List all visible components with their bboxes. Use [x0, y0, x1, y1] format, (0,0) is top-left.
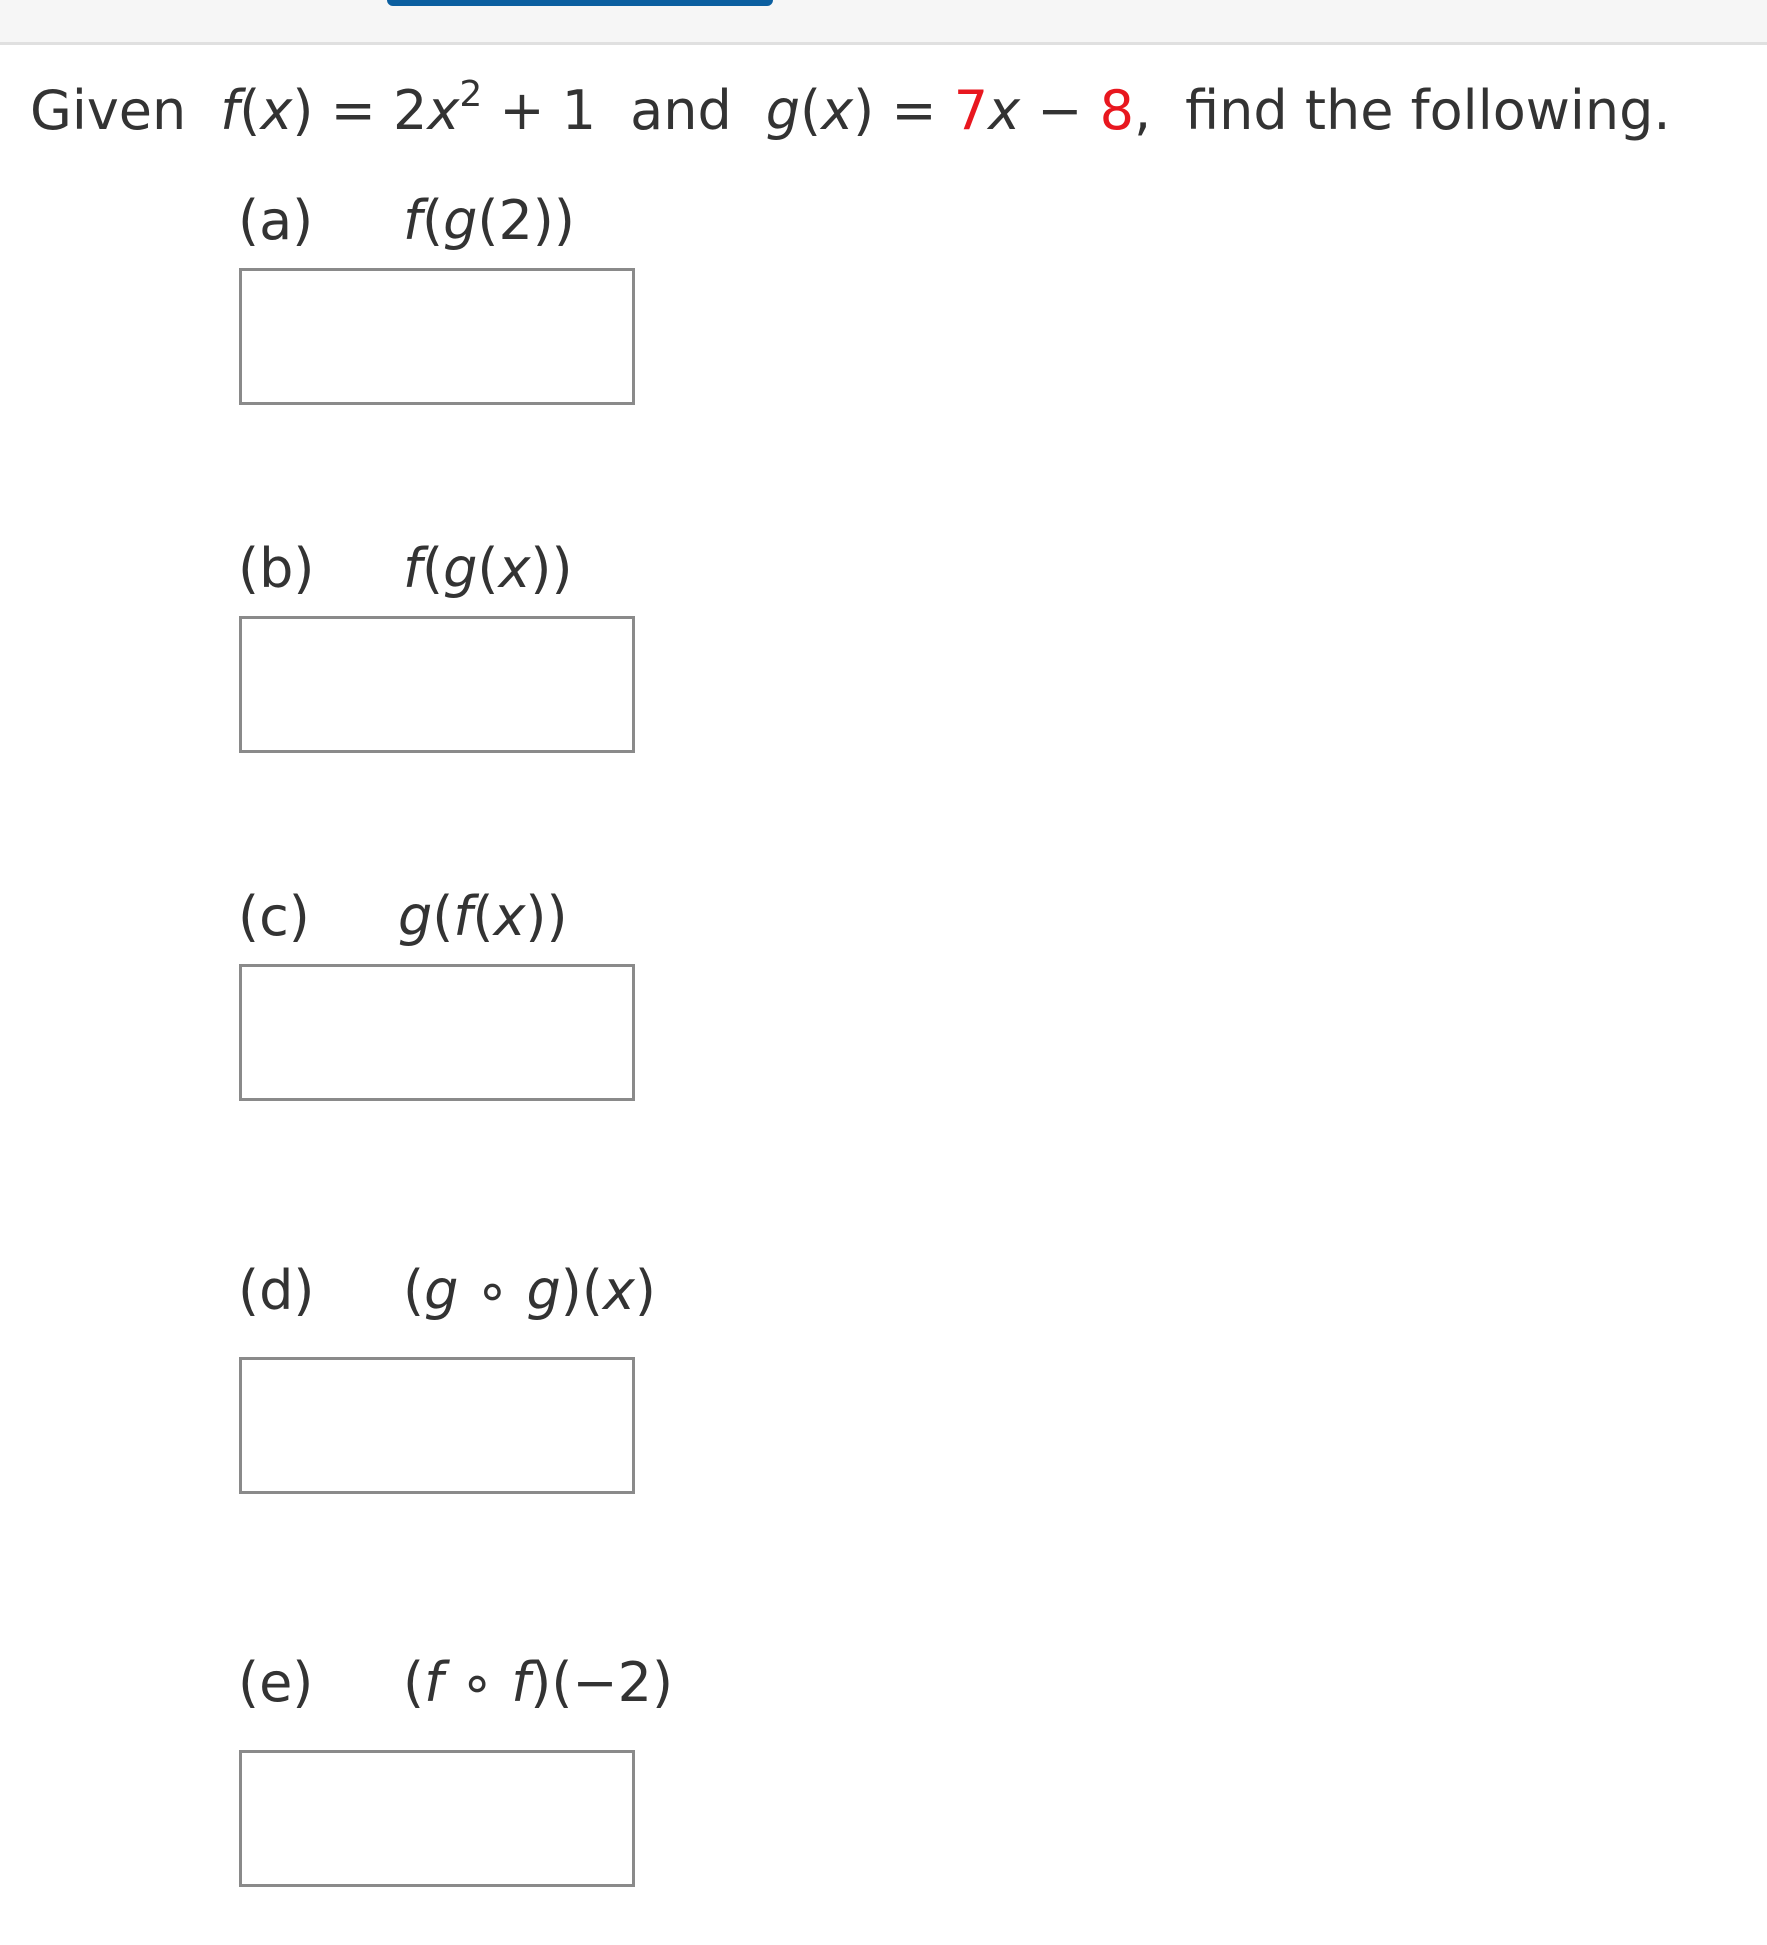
part-a-label: [238, 186, 575, 256]
part-d-compose-operator: ∘: [458, 1259, 527, 1322]
g-argument: (x): [800, 79, 875, 142]
and-word: and: [630, 79, 732, 142]
f-constant-term: + 1: [482, 79, 597, 142]
g-x-variable: x: [988, 79, 1021, 142]
part-e-answer-input[interactable]: [239, 1750, 635, 1887]
part-d-answer-input[interactable]: [239, 1357, 635, 1494]
part-c-expr-end: )): [525, 885, 568, 948]
part-e-close: )(−2): [530, 1651, 674, 1714]
f-exponent: 2: [459, 74, 483, 115]
part-e-open: (: [403, 1651, 425, 1714]
part-a-expr-open: (: [422, 189, 444, 252]
g-equals: =: [874, 79, 954, 142]
part-e-f1: f: [424, 1651, 444, 1714]
part-e-label: [238, 1648, 673, 1718]
top-strip: [0, 0, 1767, 45]
part-a-letter: (a): [238, 189, 314, 252]
part-b-answer-input[interactable]: [239, 616, 635, 753]
part-d-g2: g: [526, 1259, 561, 1322]
part-d-g1: g: [424, 1259, 459, 1322]
active-tab-indicator[interactable]: [387, 0, 773, 6]
part-b-expr-mid: (: [477, 537, 499, 600]
part-a-answer-input[interactable]: [239, 268, 635, 405]
part-e-compose-operator: ∘: [443, 1651, 512, 1714]
g-function-name: g: [765, 79, 801, 142]
comma: ,: [1134, 79, 1152, 142]
part-b-expr-end: )): [530, 537, 573, 600]
part-b-expr-f: f: [403, 537, 423, 600]
part-c-expr-f: f: [453, 885, 473, 948]
part-c-expr-x: x: [493, 885, 526, 948]
f-argument: (x): [239, 79, 314, 142]
part-e-f2: f: [511, 1651, 531, 1714]
part-d-open: (: [403, 1259, 425, 1322]
g-constant: 8: [1099, 79, 1134, 142]
part-d-letter: (d): [238, 1259, 315, 1322]
part-c-label: [238, 882, 568, 952]
part-b-label: [238, 534, 573, 604]
part-d-close: )(: [560, 1259, 603, 1322]
part-b-letter: (b): [238, 537, 315, 600]
part-d-label: [238, 1256, 656, 1326]
part-c-expr-mid: (: [472, 885, 494, 948]
part-b-expr-open: (: [422, 537, 444, 600]
part-a-expr-g: g: [443, 189, 478, 252]
part-a-expr-f: f: [403, 189, 423, 252]
question-statement: [30, 76, 1671, 146]
part-d-end: ): [634, 1259, 656, 1322]
f-function-name: f: [220, 79, 240, 142]
given-word: Given: [30, 79, 187, 142]
part-c-answer-input[interactable]: [239, 964, 635, 1101]
f-equals-coef: = 2: [313, 79, 428, 142]
instruction-tail: find the following.: [1185, 79, 1671, 142]
g-minus: −: [1020, 79, 1100, 142]
part-c-expr-g: g: [398, 885, 433, 948]
part-c-expr-open: (: [432, 885, 454, 948]
part-b-expr-x: x: [498, 537, 531, 600]
f-x-variable: x: [427, 79, 460, 142]
part-e-letter: (e): [238, 1651, 314, 1714]
part-d-x: x: [602, 1259, 635, 1322]
g-coefficient: 7: [953, 79, 989, 142]
part-a-expr-end: (2)): [477, 189, 575, 252]
part-c-letter: (c): [238, 885, 310, 948]
part-b-expr-g: g: [443, 537, 478, 600]
